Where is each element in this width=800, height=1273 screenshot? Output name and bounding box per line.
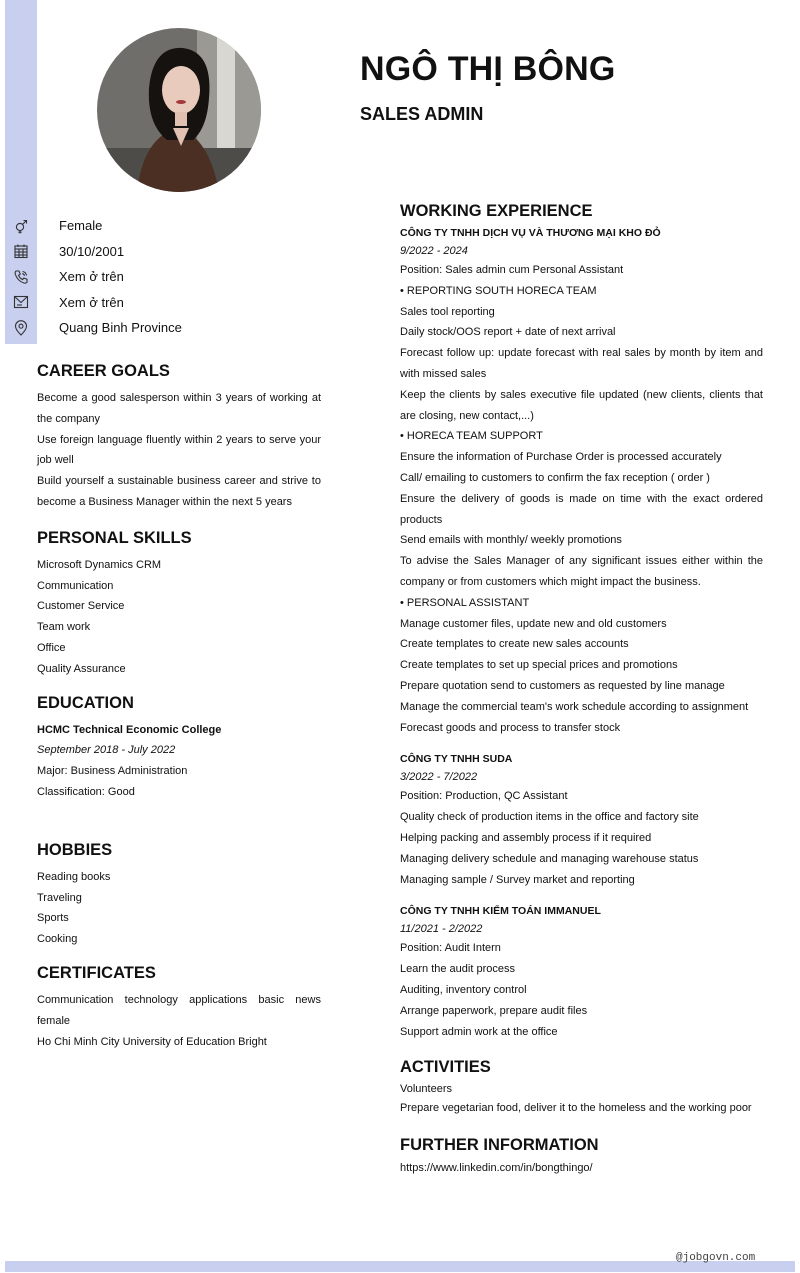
job-entry [400,750,763,890]
job-line: To advise the Sales Manager of any significant issues either within the company or from customers which might impact the business. [400,555,763,588]
gender-icon [5,218,37,234]
phone-value: Xem ở trên [59,269,124,285]
contact-birthday [5,239,335,265]
linkedin-link[interactable]: https://www.linkedin.com/in/bongthingo/ [400,1162,593,1175]
education-period: September 2018 - July 2022 [37,744,176,757]
contact-location [5,315,335,341]
candidate-name: NGÔ THỊ BÔNG [360,50,616,88]
hobby-item: Reading books [37,870,111,883]
job-line: Learn the audit process [400,963,515,976]
job-line: Keep the clients by sales executive file updated (new clients, clients that are closing, new contact,...) [400,388,763,422]
job-title: SALES ADMIN [360,104,484,124]
right-column [400,200,763,1179]
education-major: Major: Business Administration [37,765,188,778]
email-icon [5,294,37,310]
hobby-item: Cooking [37,933,78,946]
skill-item: Quality Assurance [37,662,126,675]
gender-value: Female [59,218,103,234]
job-line: Ensure the delivery of goods is made on time with the exact ordered products [400,492,763,526]
contact-phone [5,264,335,290]
skill-item: Customer Service [37,600,125,613]
certificate-item: Ho Chi Minh City University of Education Bright [37,1035,267,1048]
job-line: Managing delivery schedule and managing warehouse status [400,852,699,865]
experience-heading: WORKING EXPERIENCE [400,202,593,220]
job-line: Send emails with monthly/ weekly promotions [400,534,622,547]
job-line: Daily stock/OOS report + date of next arrival [400,326,616,339]
job-line: Call/ emailing to customers to confirm the fax reception ( order ) [400,471,710,484]
company-name: CÔNG TY TNHH KIỂM TOÁN IMMANUEL [400,905,601,918]
job-line: Helping packing and assembly process if it required [400,831,652,844]
job-line: • REPORTING SOUTH HORECA TEAM [400,284,597,297]
location-icon [5,320,37,336]
phone-icon [5,269,37,285]
job-line: Manage customer files, update new and old customers [400,617,667,630]
contact-email [5,290,335,316]
activities-section [400,1056,763,1118]
job-line: Forecast goods and process to transfer stock [400,721,621,734]
skill-item: Office [37,641,66,654]
hobbies-heading: HOBBIES [37,840,113,859]
job-line: Managing sample / Survey market and reporting [400,873,635,886]
contact-gender [5,213,335,239]
job-period: 11/2021 - 2/2022 [400,923,483,936]
skill-item: Team work [37,621,91,634]
job-line: Create templates to set up special prices and promotions [400,659,678,672]
skill-item: Microsoft Dynamics CRM [37,558,162,571]
activity-item: Volunteers [400,1083,452,1096]
left-column [37,360,321,1052]
experience-section [400,200,763,1042]
profile-photo [97,28,261,192]
job-line: Ensure the information of Purchase Order is processed accurately [400,451,722,464]
job-line: Create templates to create new sales accounts [400,638,629,651]
further-info-heading: FURTHER INFORMATION [400,1136,599,1155]
education-classification: Classification: Good [37,785,135,798]
certificates-heading: CERTIFICATES [37,963,156,982]
job-line: Manage the commercial team's work schedule according to assignment [400,700,749,713]
career-goal-item: Build yourself a sustainable business career and strive to become a Business Manager within the next 5 years [37,475,321,508]
job-line: Support admin work at the office [400,1025,558,1038]
company-name: CÔNG TY TNHH SUDA [400,753,513,766]
further-info-section [400,1134,763,1179]
career-goal-item: Use foreign language fluently within 2 years to serve your job well [37,433,321,467]
job-line: • PERSONAL ASSISTANT [400,596,530,609]
job-line: Position: Sales admin cum Personal Assistant [400,264,624,276]
company-name: CÔNG TY TNHH DỊCH VỤ VÀ THƯƠNG MẠI KHO ĐỎ [400,227,661,239]
school-name: HCMC Technical Economic College [37,723,222,736]
hobbies-section [37,839,321,950]
job-entry [400,224,763,738]
job-line: Position: Audit Intern [400,942,501,955]
email-value: Xem ở trên [59,294,124,310]
job-entry [400,902,763,1042]
skill-item: Communication [37,579,114,592]
job-line: Auditing, inventory control [400,983,527,996]
job-line: Forecast follow up: update forecast with real sales by month by item and with missed sales [400,347,763,380]
job-line: Prepare quotation send to customers as requested by line manage [400,679,725,692]
career-goals-heading: CAREER GOALS [37,362,170,380]
location-value: Quang Binh Province [59,320,182,336]
birthday-value: 30/10/2001 [59,243,125,259]
job-line: Arrange paperwork, prepare audit files [400,1004,588,1017]
watermark: @jobgovn.com [676,1252,756,1264]
education-heading: EDUCATION [37,693,134,712]
career-goal-item: Become a good salesperson within 3 years of working at the company [37,392,321,425]
activities-heading: ACTIVITIES [400,1058,491,1077]
career-goals-section [37,360,321,513]
calendar-icon [5,243,37,259]
certificates-section [37,962,321,1052]
job-period: 3/2022 - 7/2022 [400,771,478,784]
job-line: Position: Production, QC Assistant [400,790,568,803]
job-line: Quality check of production items in the office and factory site [400,811,699,824]
hobby-item: Traveling [37,891,82,904]
certificate-item: Communication technology applications basic news female [37,993,321,1027]
avatar [97,28,261,192]
job-period: 9/2022 - 2024 [400,245,468,257]
contact-info [5,213,335,341]
job-line: Sales tool reporting [400,305,495,318]
skills-section [37,527,321,680]
hobby-item: Sports [37,912,69,925]
skills-heading: PERSONAL SKILLS [37,528,192,547]
activity-item: Prepare vegetarian food, deliver it to the homeless and the working poor [400,1102,752,1115]
job-line: • HORECA TEAM SUPPORT [400,430,543,443]
education-section [37,692,321,803]
